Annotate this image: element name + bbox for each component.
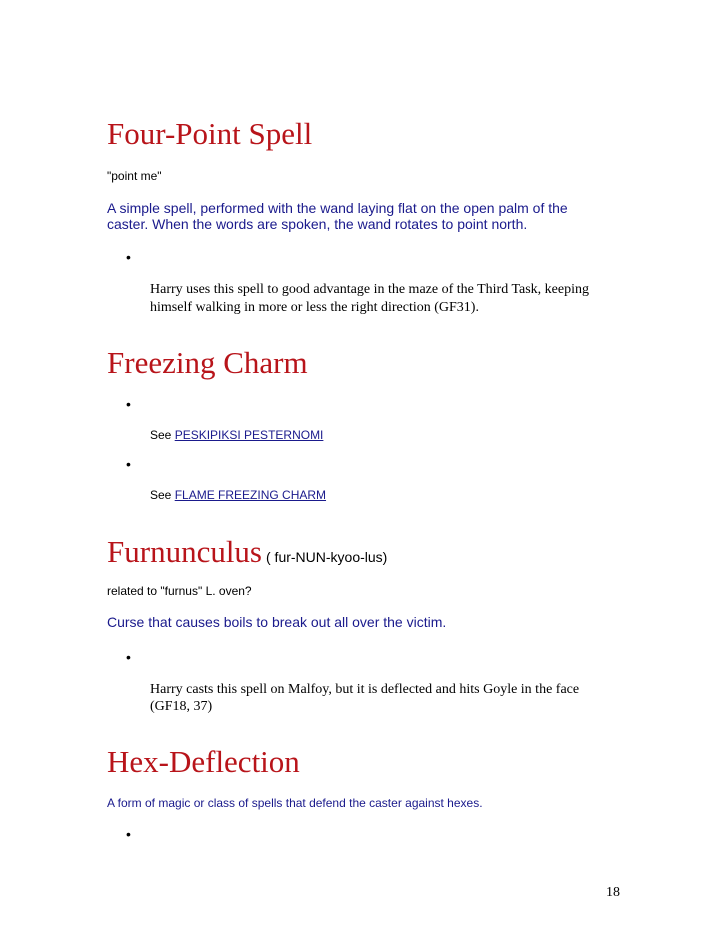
link-peskipiksi-pesternomi[interactable]: PESKIPIKSI PESTERNOMI bbox=[174, 428, 324, 442]
bullet-marker: • bbox=[126, 249, 131, 265]
incantation-text: "point me" bbox=[107, 169, 162, 183]
pronunciation: ( fur-NUN-kyoo-lus) bbox=[266, 549, 388, 565]
see-reference bbox=[150, 427, 323, 443]
section-title-hex-deflection: Hex-Deflection bbox=[107, 744, 300, 779]
bullet-marker: • bbox=[126, 826, 131, 842]
description-line: caster. When the words are spoken, the wand rotates to point north. bbox=[107, 216, 528, 232]
description-line: A simple spell, performed with the wand laying flat on the open palm of the bbox=[107, 200, 568, 216]
section-title-freezing-charm: Freezing Charm bbox=[107, 345, 308, 380]
bullet-text-line: Harry casts this spell on Malfoy, but it is deflected and hits Goyle in the face bbox=[150, 682, 580, 697]
section-title-four-point-spell: Four-Point Spell bbox=[107, 116, 313, 151]
bullet-marker: • bbox=[126, 456, 131, 472]
bullet-marker: • bbox=[126, 396, 131, 412]
page-number: 18 bbox=[606, 885, 620, 900]
description-line: Curse that causes boils to break out all over the victim. bbox=[107, 614, 447, 630]
bullet-text-line: Harry uses this spell to good advantage in the maze of the Third Task, keeping bbox=[150, 282, 590, 297]
bullet-text-line: himself walking in more or less the right direction (GF31). bbox=[150, 300, 479, 315]
section-title-furnunculus: Furnunculus bbox=[107, 534, 262, 569]
see-prefix: See bbox=[150, 488, 175, 502]
link-flame-freezing-charm[interactable]: FLAME FREEZING CHARM bbox=[174, 488, 327, 502]
bullet-marker: • bbox=[126, 649, 131, 665]
description-line: A form of magic or class of spells that defend the caster against hexes. bbox=[107, 796, 483, 810]
see-prefix: See bbox=[150, 428, 175, 442]
section-title-row bbox=[107, 534, 387, 570]
see-reference bbox=[150, 487, 326, 503]
etymology-text: related to "furnus" L. oven? bbox=[107, 584, 252, 598]
bullet-text-line: (GF18, 37) bbox=[150, 699, 213, 714]
